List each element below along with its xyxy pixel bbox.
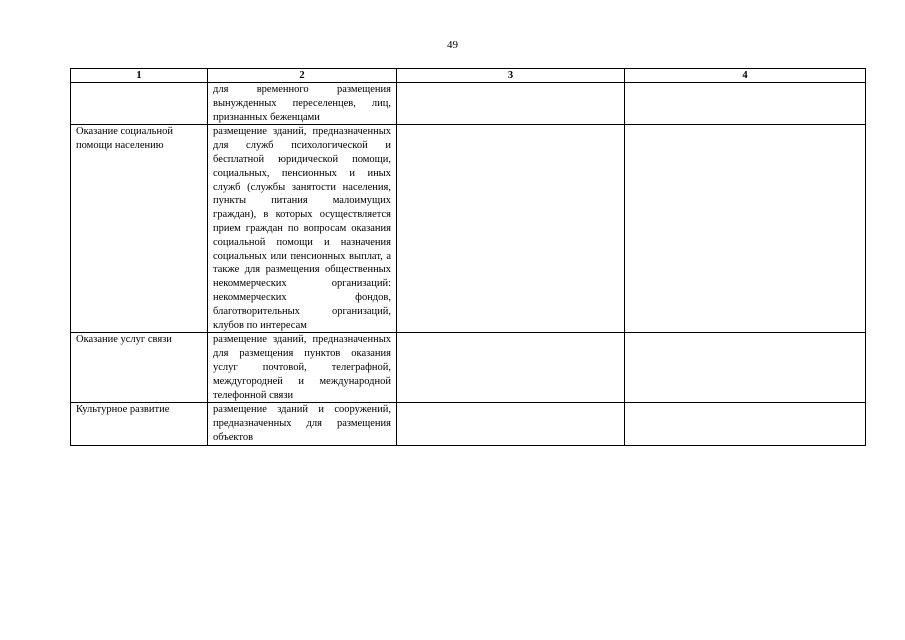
- column-3-cell: [397, 333, 625, 403]
- description-cell: размещение зданий и сооружений, предназначенных для размещения объектов: [208, 403, 397, 445]
- table-row: [71, 83, 866, 125]
- land-use-table: [70, 68, 866, 446]
- column-3-cell: [397, 403, 625, 445]
- column-header-1: 1: [71, 69, 208, 83]
- header-row: [71, 69, 866, 83]
- description-cell: размещение зданий, предназначенных для служб психологической и бесплатной юридической помощи, социальных, пенсионных и иных служб (службы занятости населения, пункты питания малоимущих граждан), в которых осуществляется прием граждан по вопросам оказания социальной помощи и назначения социальных или пенсионных выплат, а также для размещения общественных некоммерческих организаций: некоммерческих фондов, благотворительных организаций, клубов по интересам: [208, 125, 397, 333]
- activity-cell: Культурное развитие: [71, 403, 208, 445]
- activity-cell: [71, 83, 208, 125]
- column-4-cell: [625, 403, 866, 445]
- column-3-cell: [397, 125, 625, 333]
- column-header-2: 2: [208, 69, 397, 83]
- activity-cell: Оказание социальной помощи населению: [71, 125, 208, 333]
- column-header-4: 4: [625, 69, 866, 83]
- column-4-cell: [625, 125, 866, 333]
- table-row: [71, 403, 866, 445]
- description-cell: для временного размещения вынужденных переселенцев, лиц, признанных беженцами: [208, 83, 397, 125]
- table-row: [71, 333, 866, 403]
- page-number: 49: [447, 39, 458, 51]
- description-cell: размещение зданий, предназначенных для размещения пунктов оказания услуг почтовой, телеграфной, междугородней и международной телефонной связи: [208, 333, 397, 403]
- column-4-cell: [625, 83, 866, 125]
- table-row: [71, 125, 866, 333]
- activity-cell: Оказание услуг связи: [71, 333, 208, 403]
- column-4-cell: [625, 333, 866, 403]
- column-3-cell: [397, 83, 625, 125]
- column-header-3: 3: [397, 69, 625, 83]
